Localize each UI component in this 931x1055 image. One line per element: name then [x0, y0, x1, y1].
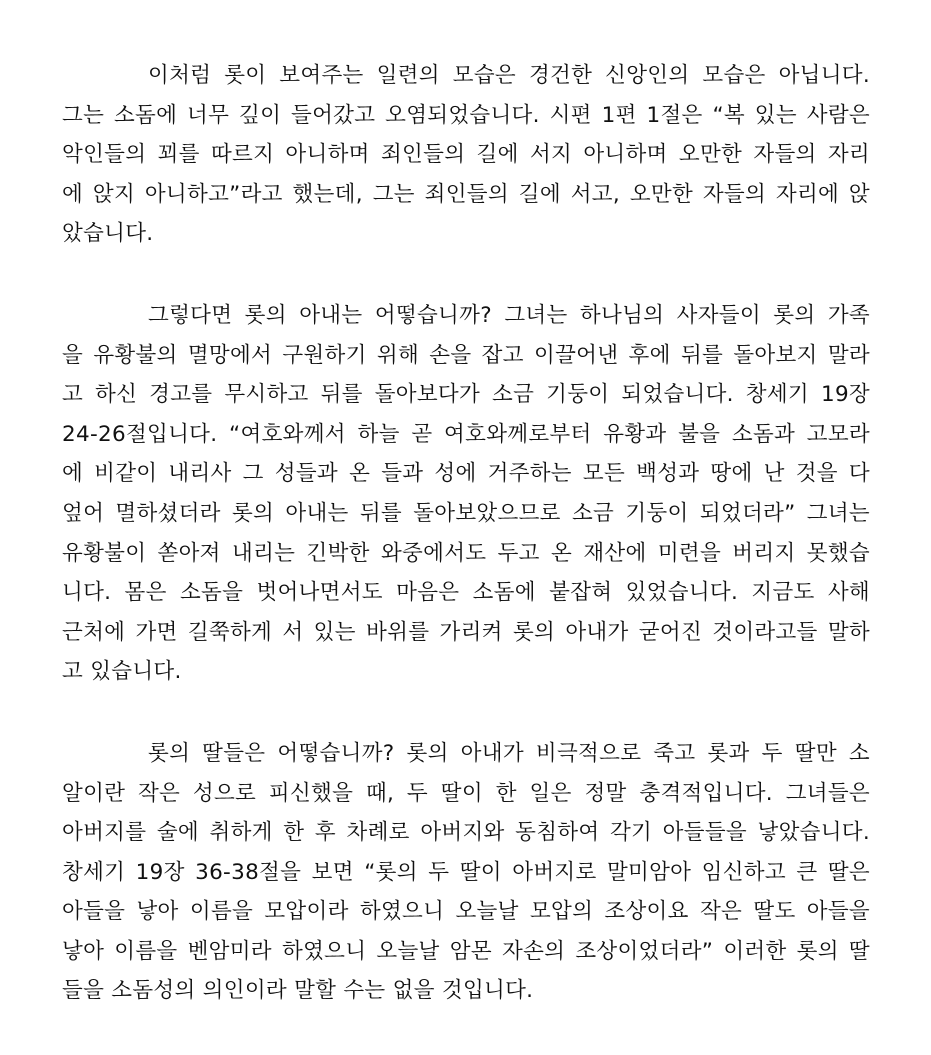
text-line: 이처럼 롯이 보여주는 일련의 모습은 경건한 신앙인의 모습은 아닙니다.	[148, 63, 870, 88]
text-line: 니다. 몸은 소돔을 벗어나면서도 마음은 소돔에 붙잡혀 있었습니다. 지금도 사해	[62, 580, 870, 606]
text-line: 창세기 19장 36-38절을 보면 “롯의 두 딸이 아버지로 말미암아 임신하고 큰 딸은	[62, 859, 870, 885]
text-line: 을 유황불의 멸망에서 구원하기 위해 손을 잡고 이끌어낸 후에 뒤를 돌아보지 말라	[62, 342, 870, 368]
text-line: 에 비같이 내리사 그 성들과 온 들과 성에 거주하는 모든 백성과 땅에 난 것을 다	[62, 461, 870, 487]
text-line: 아들을 낳아 이름을 모압이라 하였으니 오늘날 모압의 조상이요 작은 딸도 아들을	[62, 899, 870, 925]
text-line: 에 앉지 아니하고”라고 했는데, 그는 죄인들의 길에 서고, 오만한 자들의 자리에 앉	[62, 181, 870, 207]
text-line: 고 하신 경고를 무시하고 뒤를 돌아보다가 소금 기둥이 되었습니다. 창세기 19장	[62, 382, 870, 408]
text-line: 롯의 딸들은 어떻습니까? 롯의 아내가 비극적으로 죽고 롯과 두 딸만 소	[148, 740, 870, 766]
paragraph-3	[62, 734, 870, 1011]
text-line: 그렇다면 롯의 아내는 어떻습니까? 그녀는 하나님의 사자들이 롯의 가족	[148, 302, 870, 328]
text-line: 알이란 작은 성으로 피신했을 때, 두 딸이 한 일은 정말 충격적입니다. 그녀들은	[62, 780, 870, 806]
text-line: 유황불이 쏟아져 내리는 긴박한 와중에서도 두고 온 재산에 미련을 버리지 못했습	[62, 540, 870, 566]
document-body	[62, 56, 870, 1053]
paragraph-1	[62, 56, 870, 254]
text-line: 엎어 멸하셨더라 롯의 아내는 뒤를 돌아보았으므로 소금 기둥이 되었더라” 그녀는	[62, 500, 870, 526]
text-line: 낳아 이름을 벤암미라 하였으니 오늘날 암몬 자손의 조상이었더라” 이러한 롯의 딸	[62, 938, 870, 964]
text-line: 고 있습니다.	[62, 659, 182, 685]
text-line: 그는 소돔에 너무 깊이 들어갔고 오염되었습니다. 시편 1편 1절은 “복 있는 사람은	[62, 102, 870, 128]
paragraph-2	[62, 296, 870, 692]
text-line: 근처에 가면 길쭉하게 서 있는 바위를 가리켜 롯의 아내가 굳어진 것이라고들 말하	[62, 619, 870, 645]
text-line: 들을 소돔성의 의인이라 말할 수는 없을 것입니다.	[62, 978, 534, 1004]
text-line: 아버지를 술에 취하게 한 후 차례로 아버지와 동침하여 각기 아들들을 낳았습니다.	[62, 820, 870, 846]
text-line: 았습니다.	[62, 221, 154, 247]
text-line: 24-26절입니다. “여호와께서 하늘 곧 여호와께로부터 유황과 불을 소돔과 고모라	[62, 421, 870, 447]
text-line: 악인들의 꾀를 따르지 아니하며 죄인들의 길에 서지 아니하며 오만한 자들의 자리	[62, 142, 870, 168]
